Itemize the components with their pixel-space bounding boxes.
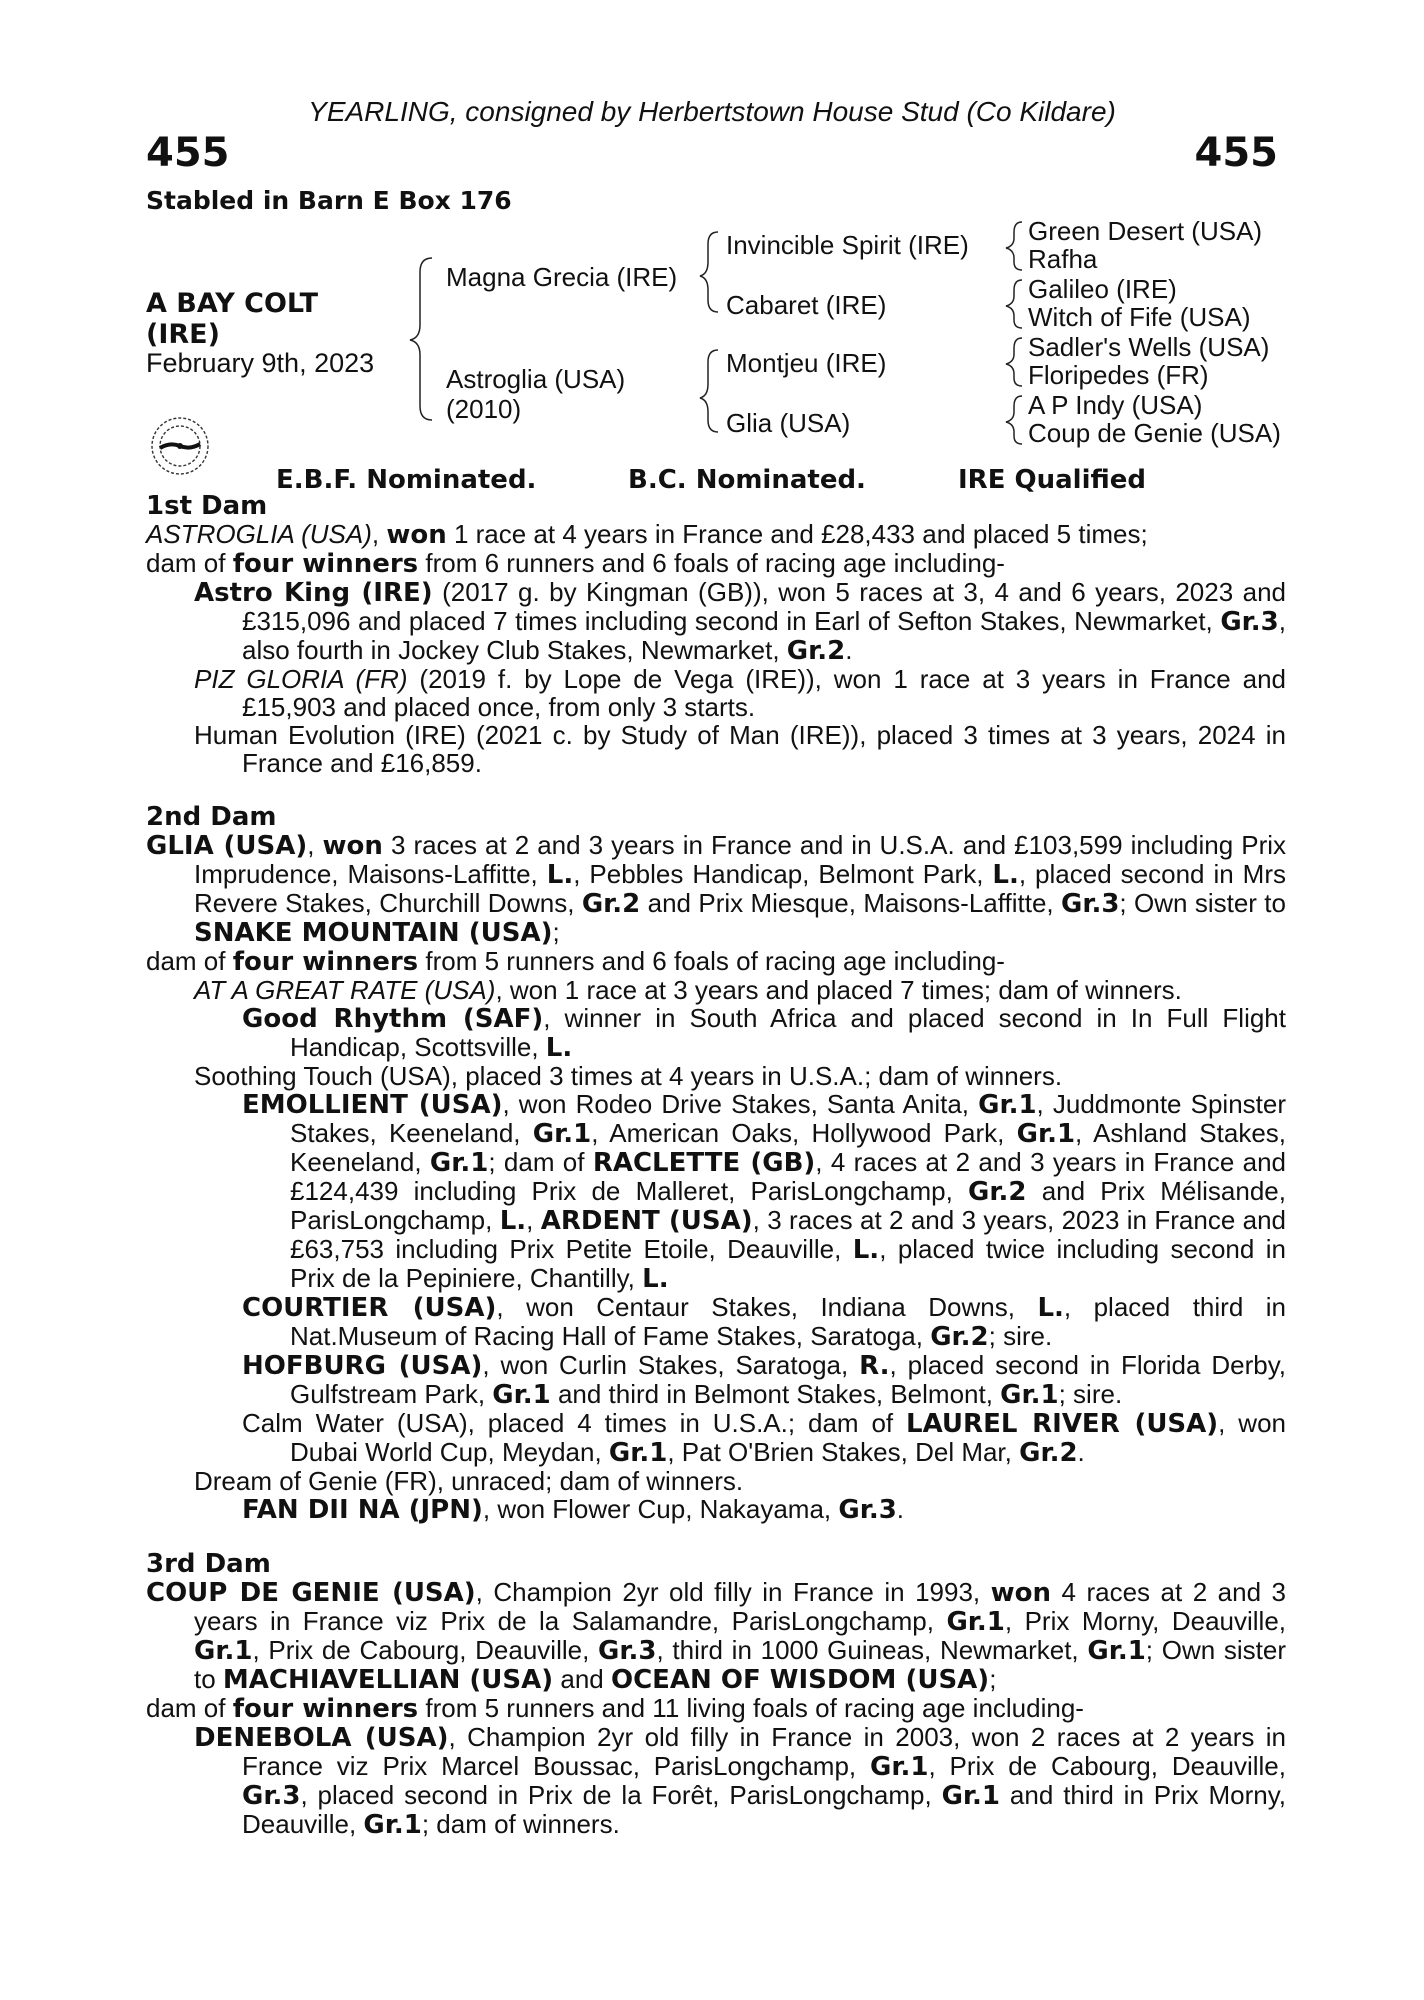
pedigree-gen3-6: Floripedes (FR) xyxy=(1028,360,1209,390)
list-item-human-evolution: Human Evolution (IRE) (2021 c. by Study of Man (IRE)), placed 3 times at 3 years, 2024 in France and £16,859. xyxy=(194,720,1286,778)
pedigree-gen3-8: Coup de Genie (USA) xyxy=(1028,418,1281,448)
third-dam-heading: 3rd Dam xyxy=(146,1549,271,1579)
list-item-dream-of-genie: Dream of Genie (FR), unraced; dam of winners. xyxy=(194,1466,744,1496)
list-item-courtier: COURTIER (USA), won Centaur Stakes, Indiana Downs, L., placed third in Nat.Museum of Racing Hall of Fame Stakes, Saratoga, Gr.2; sire. xyxy=(242,1292,1287,1352)
second-dam-produce: dam of four winners from 5 runners and 6 foals of racing age including- xyxy=(146,946,1005,977)
bracket-dam xyxy=(700,350,718,432)
first-dam-record: ASTROGLIA (USA), won 1 race at 4 years in France and £28,433 and placed 5 times; xyxy=(146,519,1148,550)
pedigree-gen3-4: Witch of Fife (USA) xyxy=(1028,302,1251,332)
first-dam-produce: dam of four winners from 6 runners and 6 foals of racing age including- xyxy=(146,548,1005,579)
list-item-hofburg: HOFBURG (USA), won Curlin Stakes, Saratoga, R., placed second in Florida Derby, Gulfstream Park, Gr.1 and third in Belmont Stakes, Belmont, Gr.1; sire. xyxy=(242,1350,1286,1410)
pedigree-gen3-3: Galileo (IRE) xyxy=(1028,274,1177,304)
lot-number-right: 455 xyxy=(1194,130,1278,176)
bc-nomination: B.C. Nominated. xyxy=(628,465,866,495)
foaling-date: February 9th, 2023 xyxy=(146,348,375,378)
second-dam-heading: 2nd Dam xyxy=(146,802,277,832)
horse-description: A BAY COLT (IRE) xyxy=(146,288,319,350)
pedigree-dam-sire: Montjeu (IRE) xyxy=(726,348,887,378)
list-item-emollient: EMOLLIENT (USA), won Rodeo Drive Stakes, Santa Anita, Gr.1, Juddmonte Spinster Stakes, Keeneland, Gr.1, American Oaks, Hollywood Park, Gr.1, Ashland Stakes, Keeneland, Gr.1; dam of RACLETTE (GB), 4 races at 2 and 3 years in France and £124,439 including Prix de Malleret, ParisLongchamp, Gr.2 and Prix Mélisande, ParisLongchamp, L., ARDENT (USA), 3 races at 2 and 3 years, 2023 in France and £63,753 including Prix Petite Etoile, Deauville, L., placed twice including second in Prix de la Pepiniere, Chantilly, L. xyxy=(242,1089,1287,1294)
third-dam-record: COUP DE GENIE (USA), Champion 2yr old filly in France in 1993, won 4 races at 2 and 3 years in France viz Prix de la Salamandre, ParisLongchamp, Gr.1, Prix Morny, Deauville, Gr.1, Prix de Cabourg, Deauville, Gr.3, third in 1000 Guineas, Newmarket, Gr.1; Own sister to MACHIAVELLIAN (USA) and OCEAN OF WISDOM (USA); xyxy=(146,1577,1287,1695)
qualification-seal-icon xyxy=(146,412,214,480)
list-item-good-rhythm: Good Rhythm (SAF), winner in South Africa and placed second in In Full Flight Handicap, Scottsville, L. xyxy=(242,1003,1286,1063)
third-dam-produce: dam of four winners from 5 runners and 11 living foals of racing age including- xyxy=(146,1693,1084,1724)
list-item-astro-king: Astro King (IRE) (2017 g. by Kingman (GB)), won 5 races at 3, 4 and 6 years, 2023 and £315,096 and placed 7 times including second in Earl of Sefton Stakes, Newmarket, Gr.3, also fourth in Jockey Club Stakes, Newmarket, Gr.2. xyxy=(194,577,1286,666)
pedigree-gen3-7: A P Indy (USA) xyxy=(1028,390,1203,420)
ire-qualified: IRE Qualified xyxy=(958,465,1147,495)
first-dam-heading: 1st Dam xyxy=(146,491,268,521)
list-item-piz-gloria: PIZ GLORIA (FR) (2019 f. by Lope de Vega (IRE)), won 1 race at 3 years in France and £15,903 and placed once, from only 3 starts. xyxy=(194,664,1287,722)
consignor-line: YEARLING, consigned by Herbertstown House Stud (Co Kildare) xyxy=(308,96,1116,127)
stabling-info: Stabled in Barn E Box 176 xyxy=(146,186,512,215)
list-item-calm-water: Calm Water (USA), placed 4 times in U.S.A.; dam of LAUREL RIVER (USA), won Dubai World Cup, Meydan, Gr.1, Pat O'Brien Stakes, Del Mar, Gr.2. xyxy=(242,1408,1286,1468)
list-item-at-a-great-rate: AT A GREAT RATE (USA), won 1 race at 3 years and placed 7 times; dam of winners. xyxy=(194,975,1182,1005)
list-item-denebola: DENEBOLA (USA), Champion 2yr old filly in France in 2003, won 2 races at 2 years in France viz Prix Marcel Boussac, ParisLongchamp, Gr.1, Prix de Cabourg, Deauville, Gr.3, placed second in Prix de la Forêt, ParisLongchamp, Gr.1 and third in Prix Morny, Deauville, Gr.1; dam of winners. xyxy=(194,1722,1287,1840)
pedigree-sire-sire: Invincible Spirit (IRE) xyxy=(726,230,969,260)
bracket-sire xyxy=(700,232,718,312)
catalogue-body xyxy=(146,492,1286,1839)
pedigree-sire: Magna Grecia (IRE) xyxy=(446,262,678,292)
list-item-soothing-touch: Soothing Touch (USA), placed 3 times at 4 years in U.S.A.; dam of winners. xyxy=(194,1061,1063,1091)
list-item-fan-dii-na: FAN DII NA (JPN), won Flower Cup, Nakayama, Gr.3. xyxy=(242,1494,905,1525)
pedigree-dam-dam: Glia (USA) xyxy=(726,408,851,438)
pedigree-gen3-5: Sadler's Wells (USA) xyxy=(1028,332,1270,362)
pedigree-dam: Astroglia (USA) xyxy=(446,364,626,394)
second-dam-record: GLIA (USA), won 3 races at 2 and 3 years in France and in U.S.A. and £103,599 including Prix Imprudence, Maisons-Laffitte, L., Pebbles Handicap, Belmont Park, L., placed second in Mrs Revere Stakes, Churchill Downs, Gr.2 and Prix Miesque, Maisons-Laffitte, Gr.3; Own sister to SNAKE MOUNTAIN (USA); xyxy=(146,830,1286,948)
bracket-main xyxy=(410,258,432,420)
pedigree-sire-dam: Cabaret (IRE) xyxy=(726,290,887,320)
pedigree-gen3-2: Rafha xyxy=(1028,244,1098,274)
pedigree-dam-year: (2010) xyxy=(446,394,522,424)
pedigree-gen3-1: Green Desert (USA) xyxy=(1028,216,1263,246)
lot-number-left: 455 xyxy=(146,130,230,176)
ebf-nomination: E.B.F. Nominated. xyxy=(276,465,537,495)
